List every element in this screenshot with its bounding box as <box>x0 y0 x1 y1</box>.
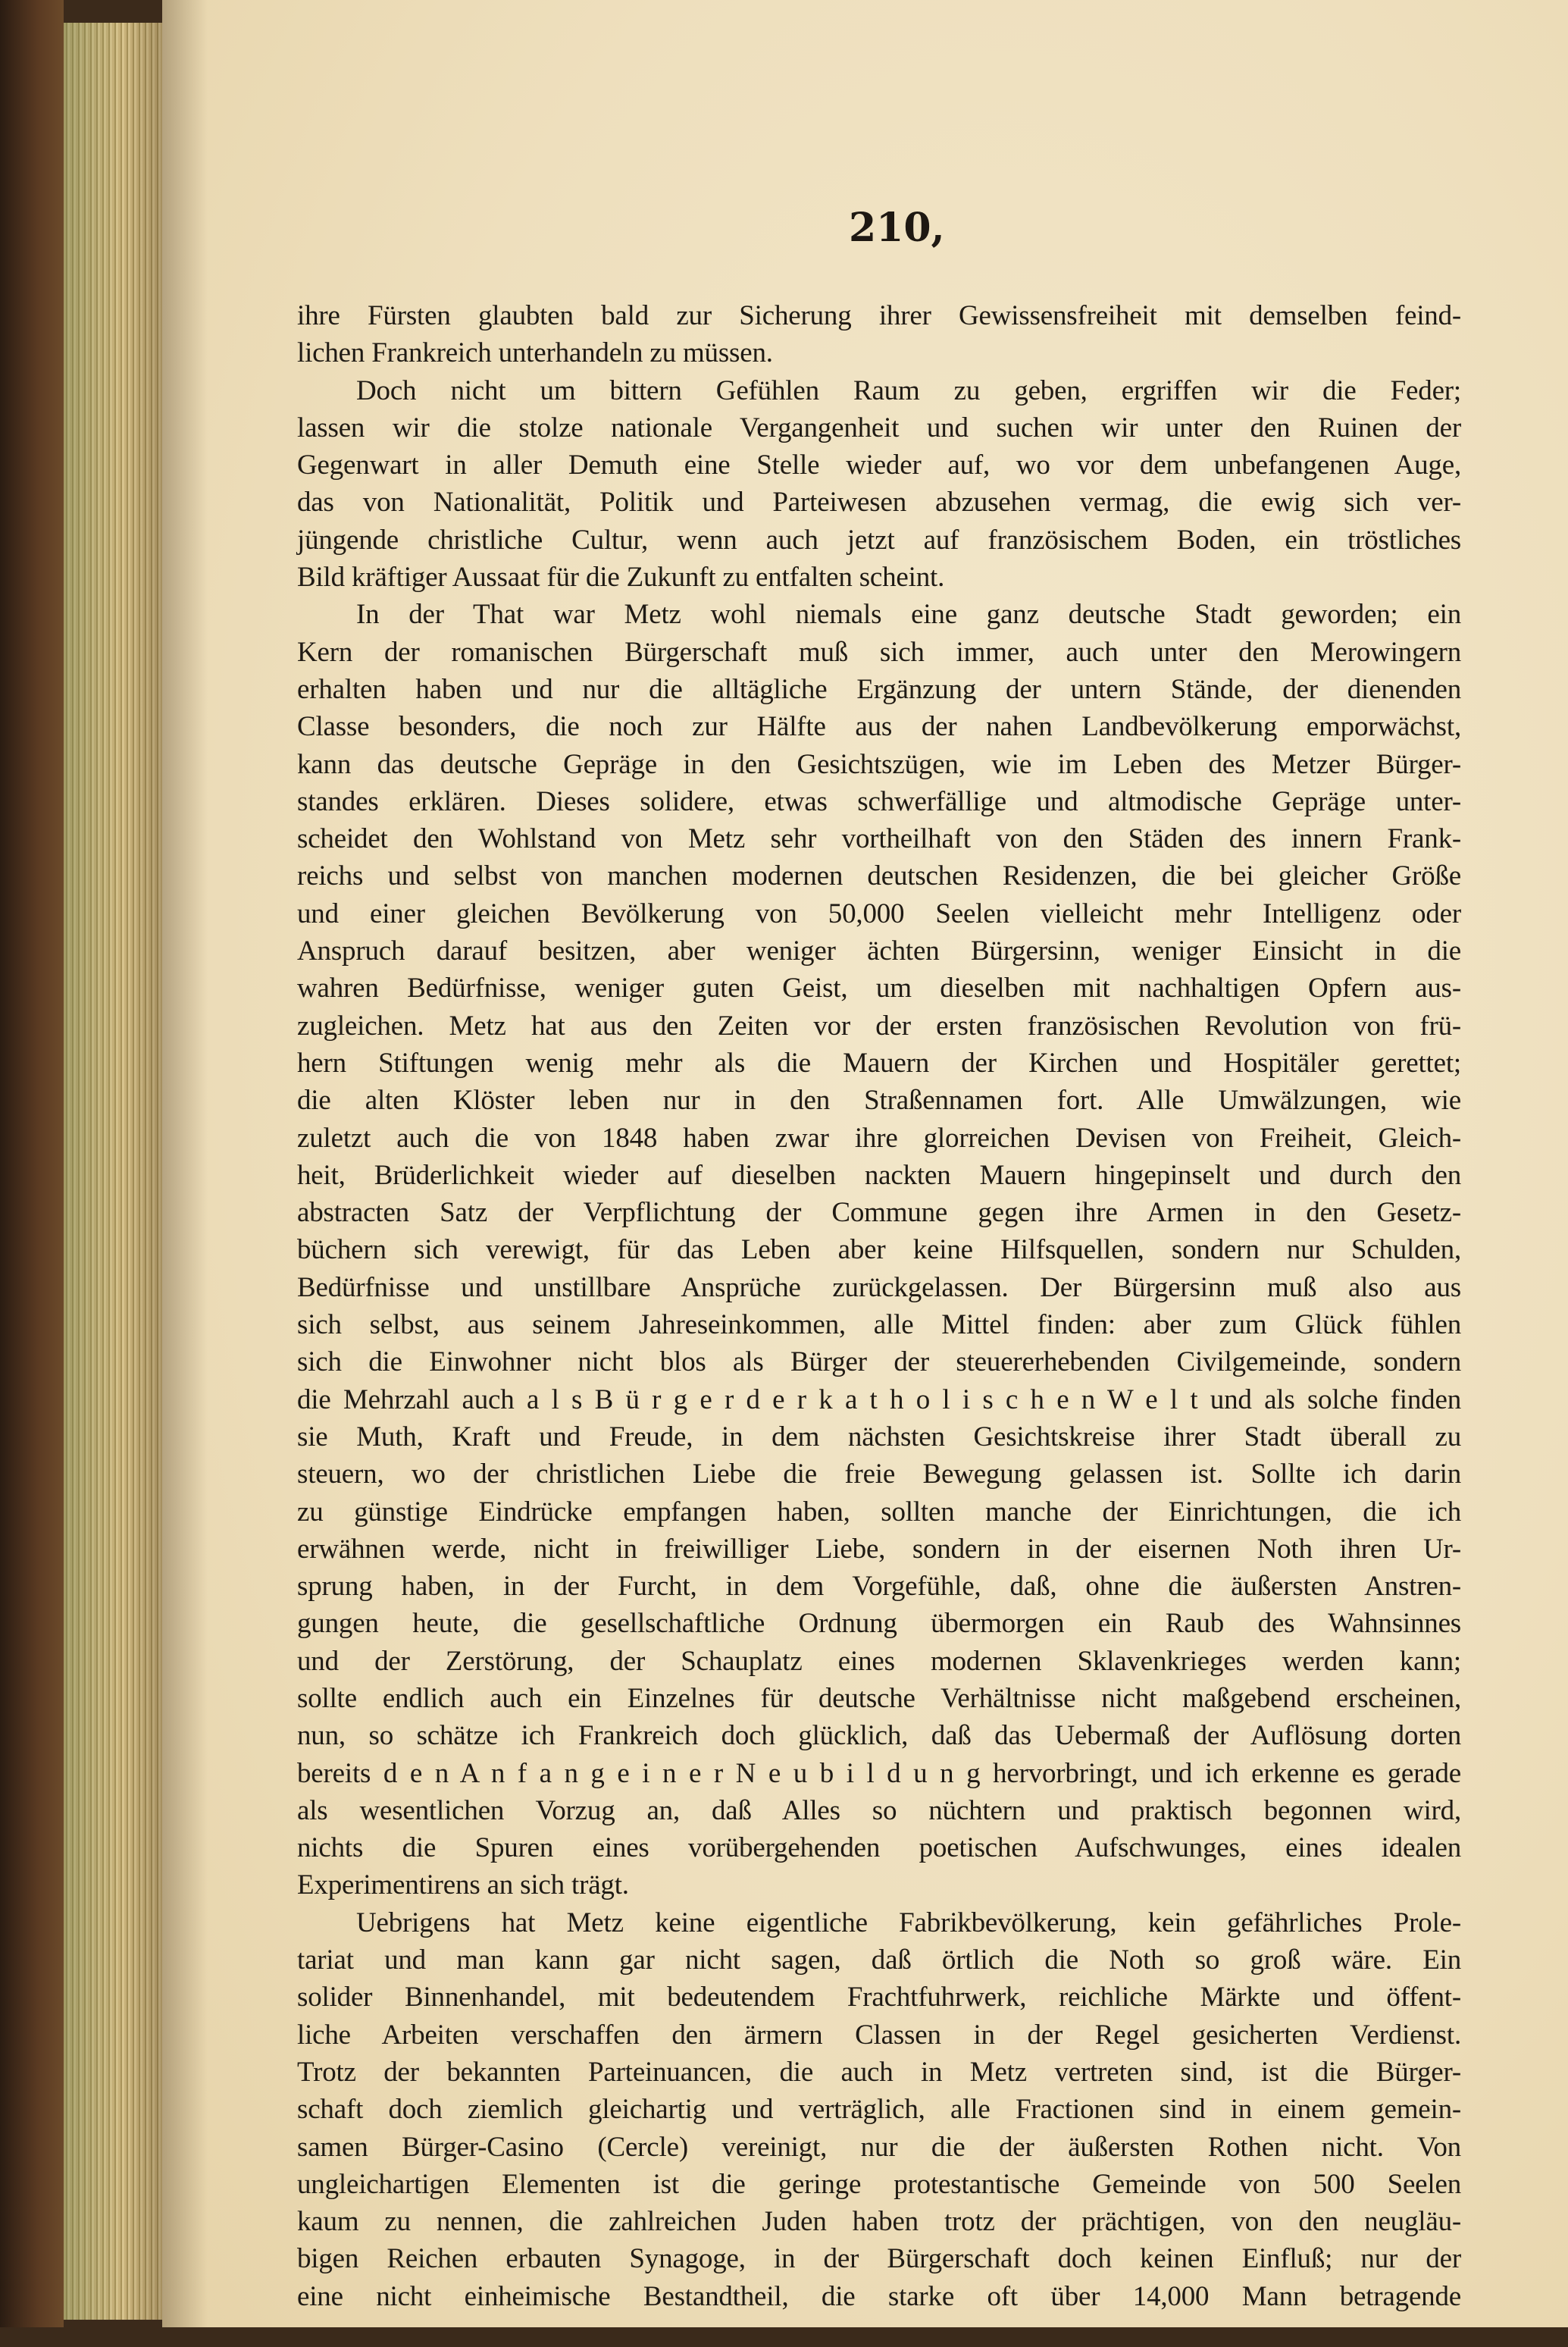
book-binding <box>0 0 64 2347</box>
text-line: ihre Fürsten glaubten bald zur Sicherung ihrer Gewissensfreiheit mit demselben feind- <box>297 300 1461 331</box>
text-line: Bild kräftiger Aussaat für die Zukunft zu entfalten scheint. <box>297 562 945 594</box>
text-line: Gegenwart in aller Demuth eine Stelle wieder auf, wo vor dem unbefangenen Auge, <box>297 450 1461 481</box>
text-line: büchern sich verewigt, für das Leben aber keine Hilfsquellen, sondern nur Schulden, <box>297 1234 1461 1266</box>
text-line: samen Bürger-Casino (Cercle) vereinigt, nur die der äußersten Rothen nicht. Von <box>297 2131 1461 2163</box>
text-line: erwähnen werde, nicht in freiwilliger Liebe, sondern in der eisernen Noth ihren Ur- <box>297 1533 1461 1565</box>
text-line: zugleichen. Metz hat aus den Zeiten vor der ersten französischen Revolution von frü- <box>297 1010 1461 1042</box>
text-line: scheidet den Wohlstand von Metz sehr vortheilhaft von den Städen des innern Frank- <box>297 823 1461 855</box>
page-number: 210, <box>849 205 945 251</box>
text-line: steuern, wo der christlichen Liebe die freie Bewegung gelassen ist. Sollte ich darin <box>297 1459 1461 1490</box>
text-line: ungleichartigen Elementen ist die geringe protestantische Gemeinde von 500 Seelen <box>297 2168 1461 2200</box>
text-line: die alten Klöster leben nur in den Straßennamen fort. Alle Umwälzungen, wie <box>297 1085 1461 1117</box>
text-line: schaft doch ziemlich gleichartig und verträglich, alle Fractionen sind in einem gemein- <box>297 2094 1461 2126</box>
text-line: wahren Bedürfnisse, weniger guten Geist, um dieselben mit nachhaltigen Opfern aus- <box>297 973 1461 1004</box>
text-line: eine nicht einheimische Bestandtheil, die starke oft über 14,000 Mann betragende <box>297 2280 1461 2312</box>
text-line: bereits d e n A n f a n g e i n e r N e u b i l d u n g hervorbringt, und ich erkenne es gerade <box>297 1757 1461 1789</box>
text-line: standes erklären. Dieses solidere, etwas schwerfällige und altmodische Gepräge unter- <box>297 785 1461 817</box>
text-line: solider Binnenhandel, mit bedeutendem Frachtfuhrwerk, reichliche Märkte und öffent- <box>297 1982 1461 2013</box>
page-block-edges <box>64 23 162 2320</box>
text-line: sich selbst, aus seinem Jahreseinkommen, alle Mittel finden: aber zum Glück fühlen <box>297 1309 1461 1341</box>
text-line: und der Zerstörung, der Schauplatz eines modernen Sklavenkrieges werden kann; <box>297 1645 1461 1677</box>
text-line: das von Nationalität, Politik und Parteiwesen abzusehen vermag, die ewig sich ver- <box>297 487 1461 519</box>
text-line: heit, Brüderlichkeit wieder auf dieselben nackten Mauern hingepinselt und durch den <box>297 1159 1461 1191</box>
body-text <box>297 297 1461 2315</box>
text-line: sprung haben, in der Furcht, in dem Vorgefühle, daß, ohne die äußersten Anstren- <box>297 1571 1461 1603</box>
text-line: zuletzt auch die von 1848 haben zwar ihre glorreichen Devisen von Freiheit, Gleich- <box>297 1122 1461 1154</box>
text-line: Doch nicht um bittern Gefühlen Raum zu geben, ergriffen wir die Feder; <box>356 374 1461 406</box>
book-bottom-edge <box>0 2327 1568 2347</box>
text-line: erhalten haben und nur die alltägliche Ergänzung der untern Stände, der dienenden <box>297 673 1461 705</box>
text-line: lassen wir die stolze nationale Vergangenheit und suchen wir unter den Ruinen der <box>297 412 1461 443</box>
text-line: Bedürfnisse und unstillbare Ansprüche zurückgelassen. Der Bürgersinn muß also aus <box>297 1271 1461 1303</box>
text-line: liche Arbeiten verschaffen den ärmern Classen in der Regel gesicherten Verdienst. <box>297 2019 1461 2051</box>
text-line: kaum zu nennen, die zahlreichen Juden haben trotz der prächtigen, von den neugläu- <box>297 2206 1461 2238</box>
paragraph <box>297 372 1461 597</box>
text-line: Trotz der bekannten Parteinuancen, die auch in Metz vertreten sind, ist die Bürger- <box>297 2056 1461 2088</box>
text-line: Uebrigens hat Metz keine eigentliche Fabrikbevölkerung, kein gefährliches Prole- <box>356 1907 1461 1938</box>
text-line: gungen heute, die gesellschaftliche Ordnung übermorgen ein Raub des Wahnsinnes <box>297 1608 1461 1640</box>
text-line: Kern der romanischen Bürgerschaft muß sich immer, auch unter den Merowingern <box>297 636 1461 668</box>
text-line: und einer gleichen Bevölkerung von 50,000 Seelen vielleicht mehr Intelligenz oder <box>297 898 1461 929</box>
text-line: tariat und man kann gar nicht sagen, daß örtlich die Noth so groß wäre. Ein <box>297 1944 1461 1976</box>
text-line: abstracten Satz der Verpflichtung der Commune gegen ihre Armen in den Gesetz- <box>297 1197 1461 1229</box>
text-line: nun, so schätze ich Frankreich doch glücklich, daß das Uebermaß der Auflösung dorten <box>297 1720 1461 1752</box>
text-line: Anspruch darauf besitzen, aber weniger ächten Bürgersinn, weniger Einsicht in die <box>297 935 1461 967</box>
text-line: jüngende christliche Cultur, wenn auch jetzt auf französischem Boden, ein tröstliches <box>297 524 1461 556</box>
text-line: sie Muth, Kraft und Freude, in dem nächsten Gesichtskreise ihrer Stadt überall zu <box>297 1421 1461 1452</box>
paragraph <box>297 297 1461 372</box>
text-line: nichts die Spuren eines vorübergehenden poetischen Aufschwunges, eines idealen <box>297 1832 1461 1864</box>
text-line: reichs und selbst von manchen modernen deutschen Residenzen, die bei gleicher Größe <box>297 860 1461 892</box>
text-line: sollte endlich auch ein Einzelnes für deutsche Verhältnisse nicht maßgebend erscheinen, <box>297 1682 1461 1714</box>
text-line: In der That war Metz wohl niemals eine ganz deutsche Stadt geworden; ein <box>356 599 1461 631</box>
text-line: zu günstige Eindrücke empfangen haben, sollten manche der Einrichtungen, die ich <box>297 1496 1461 1528</box>
text-line: kann das deutsche Gepräge in den Gesichtszügen, wie im Leben des Metzer Bürger- <box>297 748 1461 780</box>
page-gutter-shadow <box>162 0 208 2327</box>
paragraph <box>297 596 1461 1904</box>
paragraph <box>297 1904 1461 2315</box>
text-line: die Mehrzahl auch a l s B ü r g e r d e r k a t h o l i s c h e n W e l t und als solche finden <box>297 1383 1461 1415</box>
text-line: hern Stiftungen wenig mehr als die Mauern der Kirchen und Hospitäler gerettet; <box>297 1047 1461 1079</box>
text-line: lichen Frankreich unterhandeln zu müssen. <box>297 337 773 369</box>
text-line: als wesentlichen Vorzug an, daß Alles so nüchtern und praktisch begonnen wird, <box>297 1794 1461 1826</box>
text-line: sich die Einwohner nicht blos als Bürger der steuererhebenden Civilgemeinde, sondern <box>297 1346 1461 1378</box>
text-line: Experimentirens an sich trägt. <box>297 1869 629 1901</box>
text-line: Classe besonders, die noch zur Hälfte aus der nahen Landbevölkerung emporwächst, <box>297 711 1461 743</box>
text-line: bigen Reichen erbauten Synagoge, in der Bürgerschaft doch keinen Einfluß; nur der <box>297 2243 1461 2275</box>
